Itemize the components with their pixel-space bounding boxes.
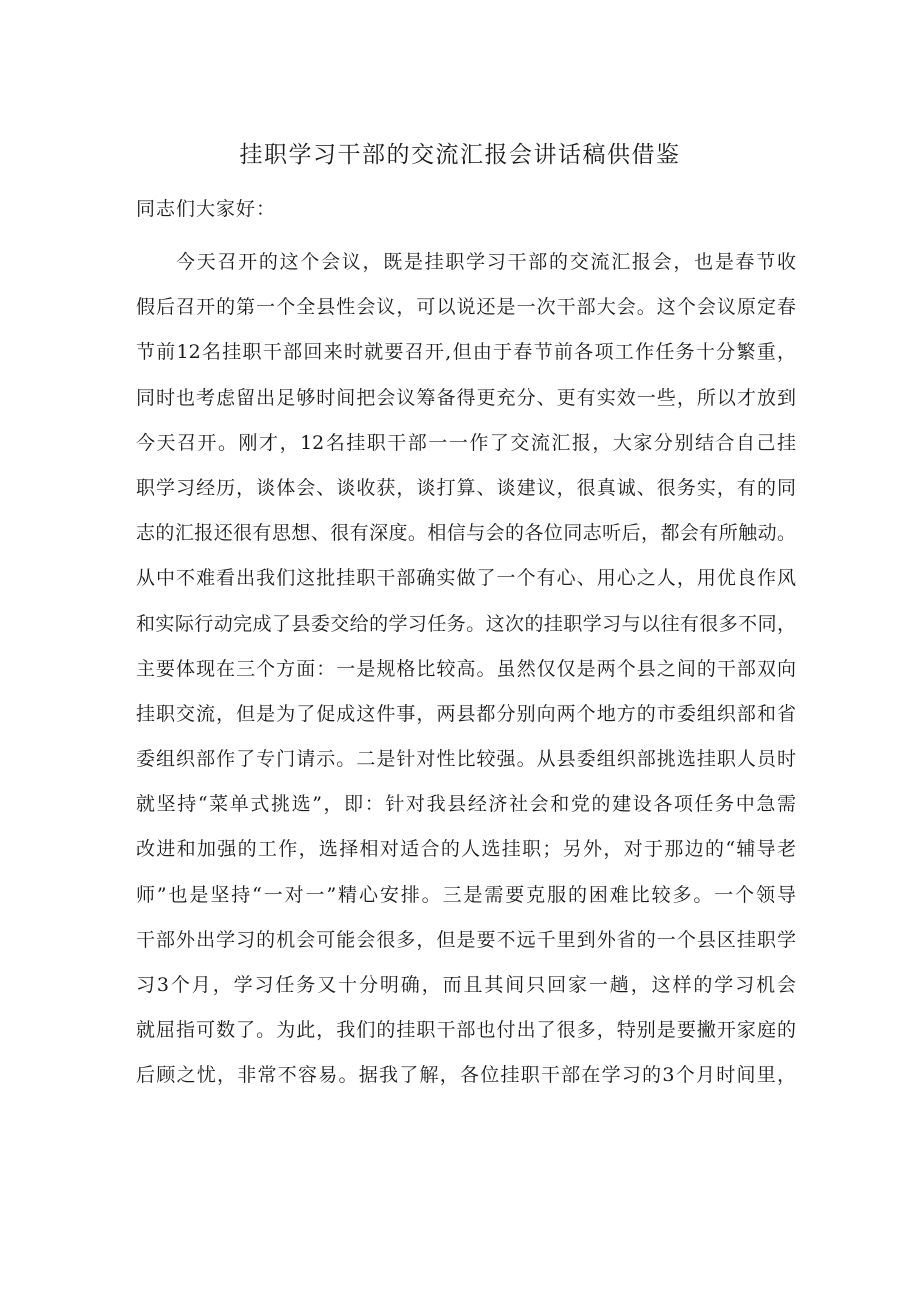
paragraph-line: 节前12名挂职干部回来时就要召开,但由于春节前各项工作任务十分繁重， [136,341,796,364]
paragraph-line: 委组织部作了专门请示。二是针对性比较强。从县委组织部挑选挂职人员时 [136,748,796,771]
paragraph-line: 改进和加强的工作，选择相对适合的人选挂职；另外，对于那边的“辅导老 [136,838,796,861]
paragraph-line: 主要体现在三个方面：一是规格比较高。虽然仅仅是两个县之间的干部双向 [136,657,796,680]
paragraph-line: 习3个月，学习任务又十分明确，而且其间只回家一趟，这样的学习机会 [136,974,796,996]
paragraph-line: 今天召开的这个会议，既是挂职学习干部的交流汇报会，也是春节收 [176,251,796,273]
paragraph-line: 就屈指可数了。为此，我们的挂职干部也付出了很多，特别是要撇开家庭的 [136,1019,796,1042]
paragraph-line: 干部外出学习的机会可能会很多，但是要不远千里到外省的一个县区挂职学 [136,928,796,951]
paragraph-line: 假后召开的第一个全县性会议，可以说还是一次干部大会。这个会议原定春 [136,296,796,319]
greeting: 同志们大家好： [136,198,277,220]
paragraph-line: 和实际行动完成了县委交给的学习任务。这次的挂职学习与以往有很多不同， [136,612,796,635]
paragraph-line: 挂职交流，但是为了促成这件事，两县都分别向两个地方的市委组织部和省 [136,702,796,725]
document-title: 挂职学习干部的交流汇报会讲话稿供借鉴 [239,142,681,168]
paragraph-line: 就坚持“菜单式挑选”，即：针对我县经济社会和党的建设各项任务中急需 [136,793,796,816]
paragraph-line: 师”也是坚持“一对一”精心安排。三是需要克服的困难比较多。一个领导 [136,883,796,906]
paragraph-line: 职学习经历，谈体会、谈收获，谈打算、谈建议，很真诚、很务实，有的同 [136,476,796,499]
paragraph-line: 从中不难看出我们这批挂职干部确实做了一个有心、用心之人，用优良作风 [136,567,796,590]
paragraph-line: 今天召开。刚才，12名挂职干部一一作了交流汇报，大家分别结合自己挂 [136,431,796,454]
paragraph-line: 同时也考虑留出足够时间把会议筹备得更充分、更有实效一些，所以才放到 [136,386,796,409]
body-paragraph [136,245,796,1104]
paragraph-line: 后顾之忧，非常不容易。据我了解，各位挂职干部在学习的3个月时间里， [136,1064,796,1087]
paragraph-line: 志的汇报还很有思想、很有深度。相信与会的各位同志听后，都会有所触动。 [136,522,796,545]
